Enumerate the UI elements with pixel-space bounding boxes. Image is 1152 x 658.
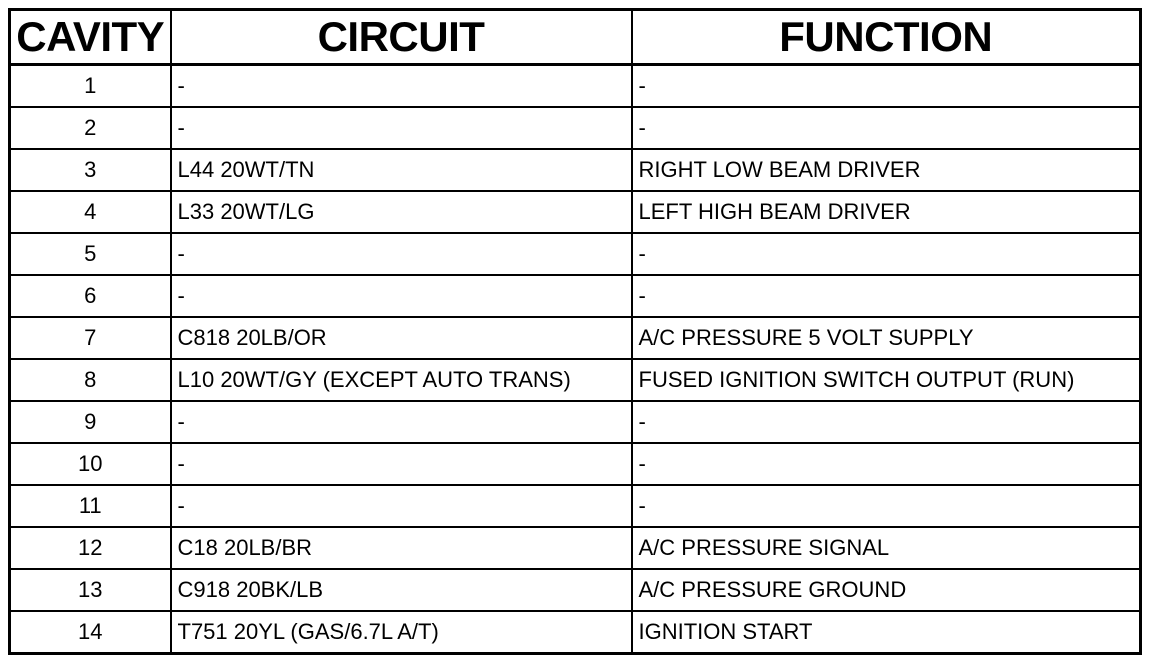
header-cavity: CAVITY — [10, 10, 171, 65]
cavity-cell: 9 — [10, 401, 171, 443]
table-row — [10, 65, 1141, 108]
function-cell: - — [632, 233, 1141, 275]
cavity-cell: 4 — [10, 191, 171, 233]
function-cell: A/C PRESSURE GROUND — [632, 569, 1141, 611]
function-cell: FUSED IGNITION SWITCH OUTPUT (RUN) — [632, 359, 1141, 401]
header-function: FUNCTION — [632, 10, 1141, 65]
circuit-cell: - — [171, 107, 632, 149]
cavity-cell: 14 — [10, 611, 171, 654]
table-row — [10, 191, 1141, 233]
cavity-cell: 13 — [10, 569, 171, 611]
function-cell: A/C PRESSURE 5 VOLT SUPPLY — [632, 317, 1141, 359]
header-circuit: CIRCUIT — [171, 10, 632, 65]
function-cell: - — [632, 443, 1141, 485]
circuit-cell: - — [171, 443, 632, 485]
cavity-cell: 10 — [10, 443, 171, 485]
table-row — [10, 443, 1141, 485]
table-row — [10, 233, 1141, 275]
table-header — [10, 10, 1141, 65]
cavity-cell: 6 — [10, 275, 171, 317]
cavity-cell: 11 — [10, 485, 171, 527]
cavity-cell: 12 — [10, 527, 171, 569]
cavity-cell: 1 — [10, 65, 171, 108]
cavity-cell: 3 — [10, 149, 171, 191]
cavity-cell: 5 — [10, 233, 171, 275]
circuit-cell: L33 20WT/LG — [171, 191, 632, 233]
circuit-cell: L10 20WT/GY (EXCEPT AUTO TRANS) — [171, 359, 632, 401]
function-cell: RIGHT LOW BEAM DRIVER — [632, 149, 1141, 191]
circuit-cell: - — [171, 485, 632, 527]
function-cell: - — [632, 401, 1141, 443]
circuit-cell: C918 20BK/LB — [171, 569, 632, 611]
circuit-cell: C18 20LB/BR — [171, 527, 632, 569]
table-row — [10, 107, 1141, 149]
header-row — [10, 10, 1141, 65]
table-row — [10, 485, 1141, 527]
function-cell: - — [632, 275, 1141, 317]
table-row — [10, 149, 1141, 191]
table-body — [10, 65, 1141, 654]
circuit-cell: - — [171, 233, 632, 275]
function-cell: - — [632, 107, 1141, 149]
cavity-cell: 2 — [10, 107, 171, 149]
table-row — [10, 611, 1141, 654]
table-row — [10, 527, 1141, 569]
connector-pinout-table — [8, 8, 1142, 655]
function-cell: - — [632, 65, 1141, 108]
circuit-cell: L44 20WT/TN — [171, 149, 632, 191]
function-cell: IGNITION START — [632, 611, 1141, 654]
circuit-cell: - — [171, 275, 632, 317]
table-row — [10, 275, 1141, 317]
table-row — [10, 401, 1141, 443]
circuit-cell: C818 20LB/OR — [171, 317, 632, 359]
function-cell: A/C PRESSURE SIGNAL — [632, 527, 1141, 569]
function-cell: LEFT HIGH BEAM DRIVER — [632, 191, 1141, 233]
cavity-cell: 7 — [10, 317, 171, 359]
circuit-cell: - — [171, 65, 632, 108]
function-cell: - — [632, 485, 1141, 527]
cavity-cell: 8 — [10, 359, 171, 401]
circuit-cell: - — [171, 401, 632, 443]
circuit-cell: T751 20YL (GAS/6.7L A/T) — [171, 611, 632, 654]
table-row — [10, 359, 1141, 401]
table-row — [10, 569, 1141, 611]
table-row — [10, 317, 1141, 359]
